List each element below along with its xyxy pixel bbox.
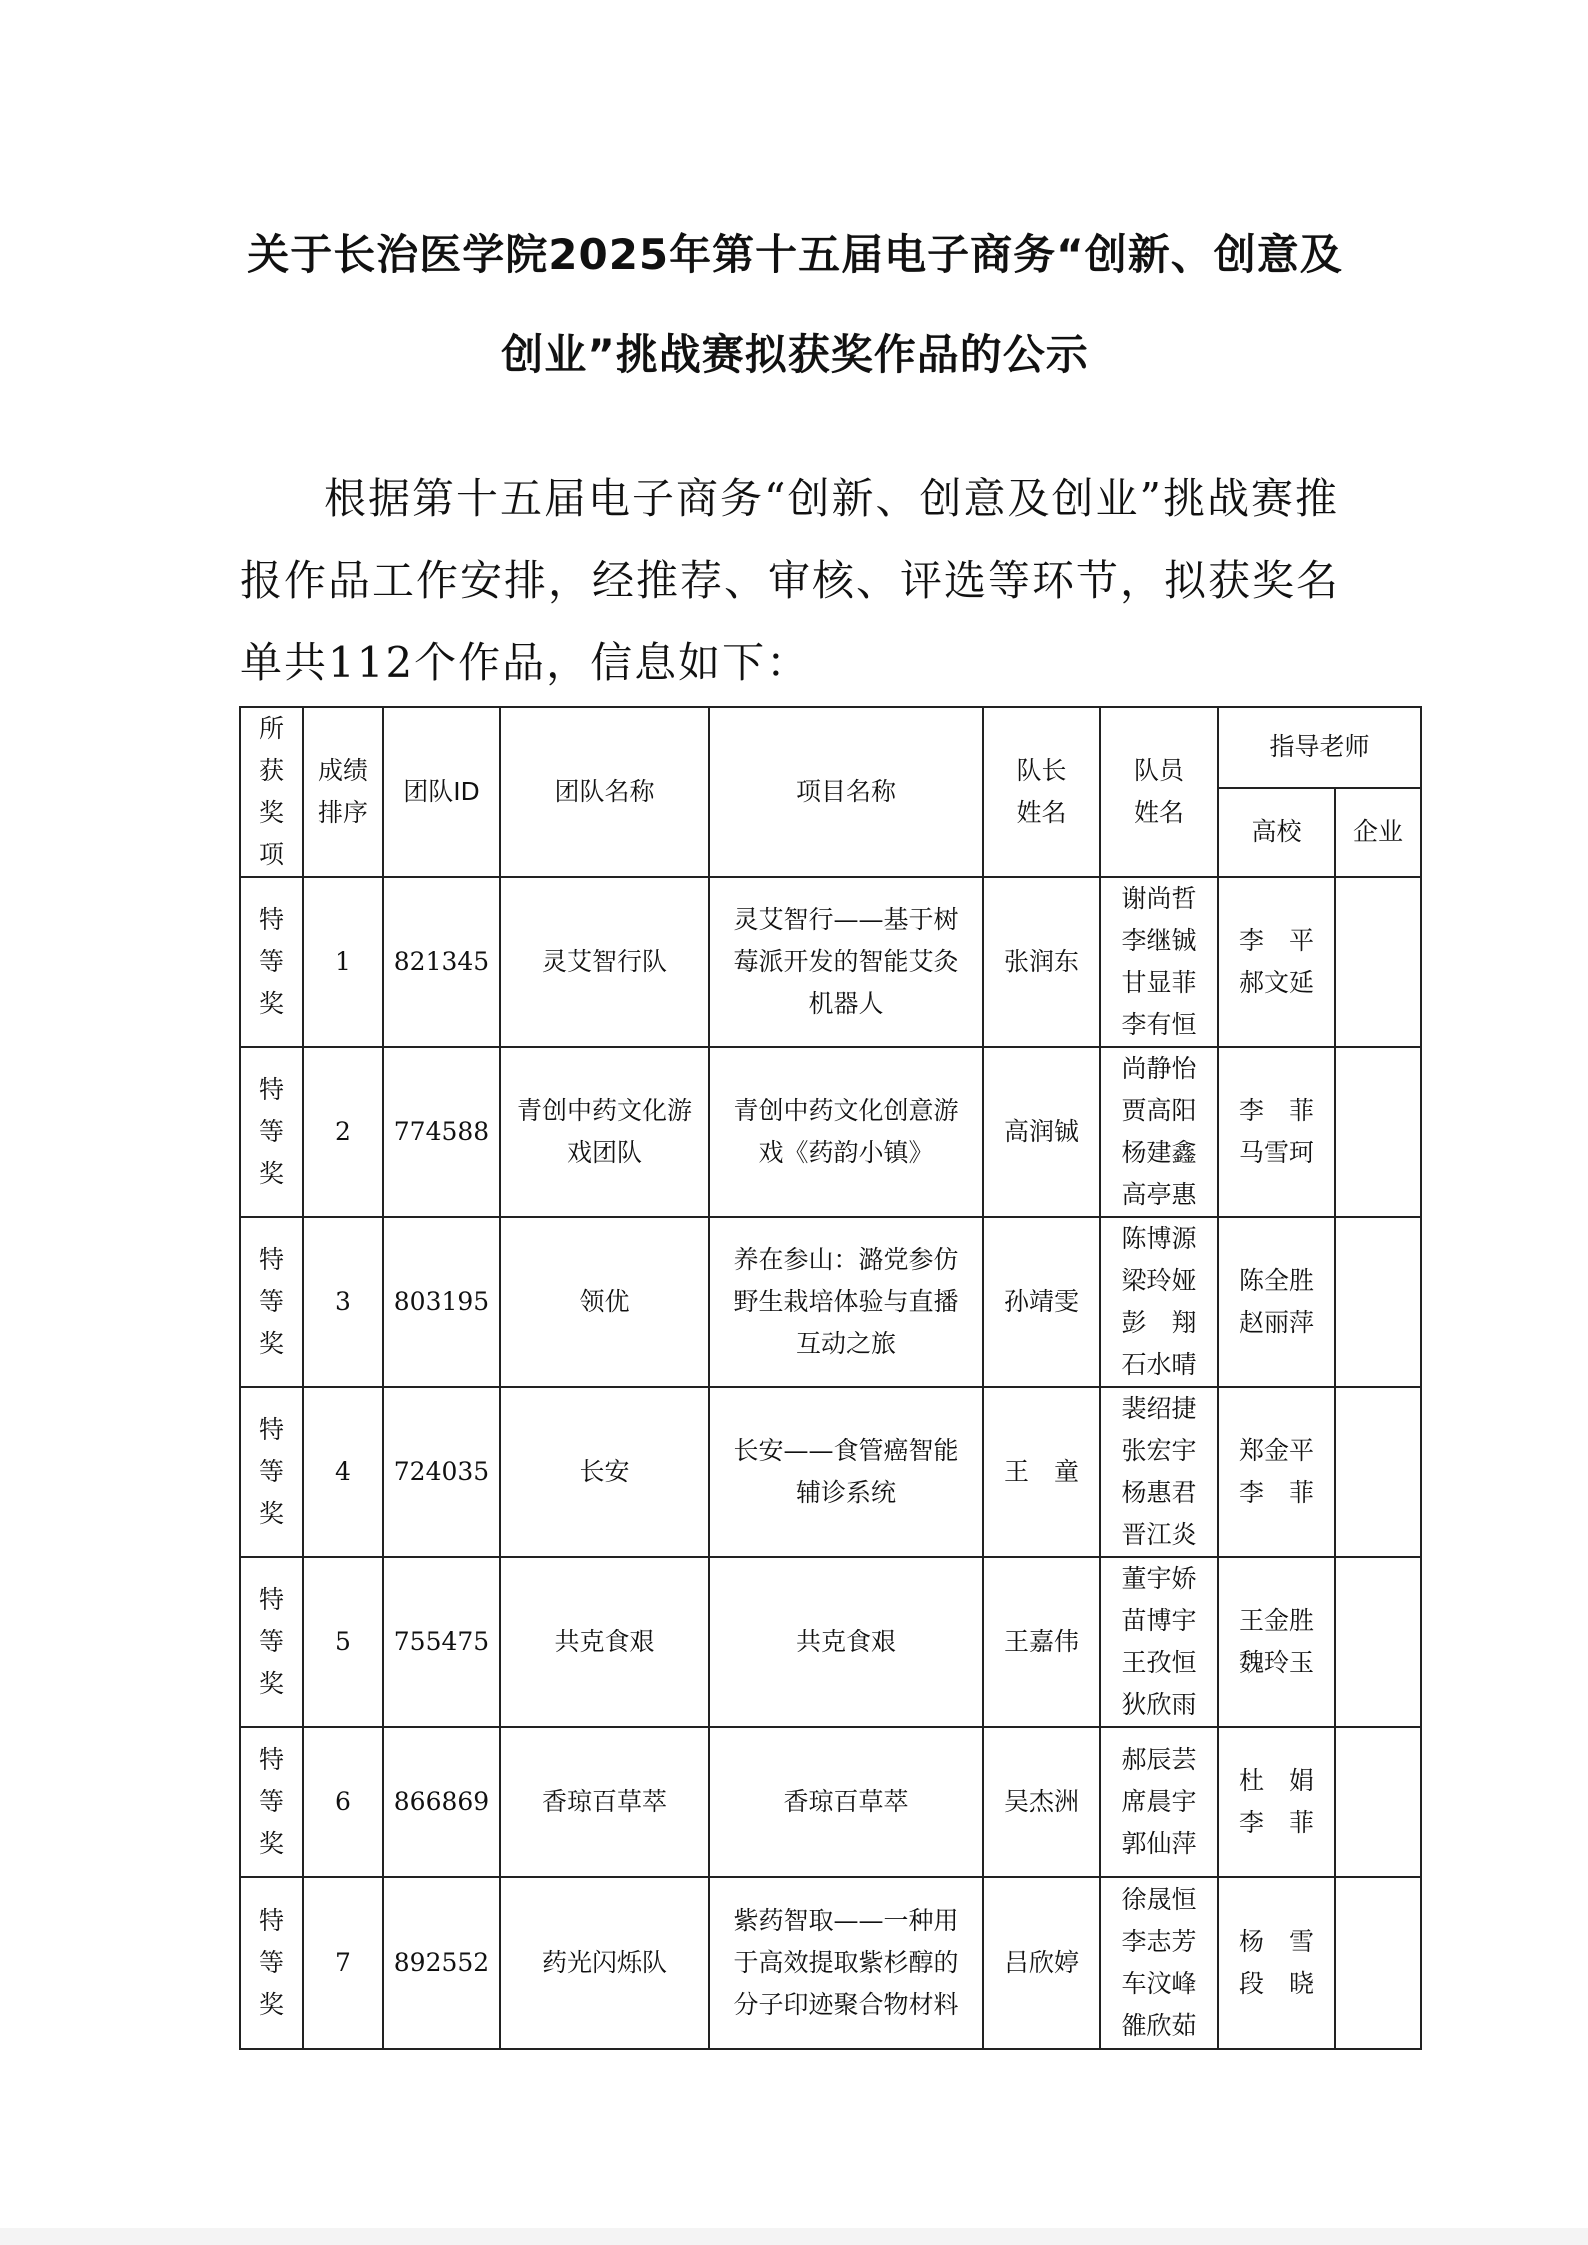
company-advisor-cell xyxy=(1335,1557,1421,1727)
rank-cell-text: 1 xyxy=(335,947,351,976)
header-captain-label: 队长姓名 xyxy=(1016,756,1067,827)
rank-cell xyxy=(303,877,383,1047)
member-name: 郭仙萍 xyxy=(1121,1829,1197,1858)
team-id-cell-text: 755475 xyxy=(393,1627,490,1656)
award-table xyxy=(239,706,1422,2050)
document-title xyxy=(220,205,1370,405)
advisor-name: 李 菲 xyxy=(1238,1096,1314,1125)
award-cell-text: 特等奖 xyxy=(258,905,284,1018)
table-row xyxy=(240,1727,1421,1877)
members-cell xyxy=(1100,1727,1218,1877)
captain-cell xyxy=(983,1557,1100,1727)
captain-cell xyxy=(983,1217,1100,1387)
advisor-name: 李 菲 xyxy=(1238,1808,1314,1837)
member-name: 李有恒 xyxy=(1121,1010,1197,1039)
award-cell-text: 特等奖 xyxy=(258,1585,284,1698)
award-cell xyxy=(240,1217,303,1387)
project-cell xyxy=(709,1047,983,1217)
team-name-cell-text: 长安 xyxy=(579,1457,630,1486)
rank-cell-text: 3 xyxy=(335,1287,351,1316)
members-cell xyxy=(1100,1387,1218,1557)
team-id-cell xyxy=(383,1557,500,1727)
school-advisor-cell xyxy=(1218,1047,1335,1217)
team-id-cell xyxy=(383,1387,500,1557)
member-name: 李志芳 xyxy=(1121,1927,1197,1956)
school-advisor-cell xyxy=(1218,1727,1335,1877)
project-cell xyxy=(709,1877,983,2049)
award-cell-text: 特等奖 xyxy=(258,1745,284,1858)
captain-cell-text: 王 童 xyxy=(1003,1457,1079,1486)
project-cell xyxy=(709,1217,983,1387)
member-name: 尚静怡 xyxy=(1121,1054,1197,1083)
advisor-name: 杨 雪 xyxy=(1238,1927,1314,1956)
advisor-name: 李 平 xyxy=(1238,926,1314,955)
rank-cell xyxy=(303,1047,383,1217)
award-cell xyxy=(240,877,303,1047)
header-rank xyxy=(303,707,383,877)
award-cell xyxy=(240,1727,303,1877)
project-cell-text: 共克食艰 xyxy=(795,1627,896,1656)
table-row xyxy=(240,1557,1421,1727)
member-name: 彭 翔 xyxy=(1121,1308,1197,1337)
team-id-cell xyxy=(383,1047,500,1217)
advisor-name: 马雪珂 xyxy=(1238,1138,1314,1167)
team-name-cell xyxy=(500,1387,709,1557)
captain-cell-text: 吕欣婷 xyxy=(1003,1948,1079,1977)
member-name: 郝辰芸 xyxy=(1121,1745,1197,1774)
captain-cell xyxy=(983,1047,1100,1217)
rank-cell xyxy=(303,1217,383,1387)
member-name: 雒欣茹 xyxy=(1121,2011,1197,2040)
member-name: 车汶峰 xyxy=(1121,1969,1197,1998)
team-id-cell-text: 892552 xyxy=(393,1948,490,1977)
project-cell-text: 紫药智取——一种用于高效提取紫杉醇的分子印迹聚合物材料 xyxy=(733,1906,959,2019)
project-cell-text: 长安——食管癌智能辅诊系统 xyxy=(733,1436,959,1507)
table-row xyxy=(240,877,1421,1047)
rank-cell-text: 4 xyxy=(335,1457,351,1486)
title-line-2: 创业”挑战赛拟获奖作品的公示 xyxy=(501,330,1089,379)
team-name-cell xyxy=(500,1877,709,2049)
award-cell-text: 特等奖 xyxy=(258,1415,284,1528)
member-name: 杨建鑫 xyxy=(1121,1138,1197,1167)
team-id-cell-text: 803195 xyxy=(393,1287,490,1316)
header-team-name: 团队名称 xyxy=(500,707,709,877)
advisor-name: 王金胜 xyxy=(1238,1606,1314,1635)
captain-cell xyxy=(983,1727,1100,1877)
captain-cell-text: 王嘉伟 xyxy=(1003,1627,1079,1656)
award-cell xyxy=(240,1047,303,1217)
rank-cell xyxy=(303,1557,383,1727)
member-name: 裴绍捷 xyxy=(1121,1394,1197,1423)
team-id-cell xyxy=(383,1727,500,1877)
header-members xyxy=(1100,707,1218,877)
rank-cell-text: 6 xyxy=(335,1787,351,1816)
members-cell xyxy=(1100,1877,1218,2049)
members-cell xyxy=(1100,1047,1218,1217)
header-captain xyxy=(983,707,1100,877)
team-id-cell xyxy=(383,1217,500,1387)
advisor-name: 赵丽萍 xyxy=(1238,1308,1314,1337)
header-project-name: 项目名称 xyxy=(709,707,983,877)
page-bottom-band xyxy=(0,2228,1588,2245)
project-cell-text: 香琼百草萃 xyxy=(783,1787,909,1816)
member-name: 甘显菲 xyxy=(1121,968,1197,997)
team-name-cell xyxy=(500,1557,709,1727)
table-row xyxy=(240,1047,1421,1217)
member-name: 徐晟恒 xyxy=(1121,1885,1197,1914)
captain-cell xyxy=(983,1387,1100,1557)
company-advisor-cell xyxy=(1335,1047,1421,1217)
captain-cell-text: 孙靖雯 xyxy=(1003,1287,1079,1316)
company-advisor-cell xyxy=(1335,1727,1421,1877)
team-name-cell-text: 香琼百草萃 xyxy=(541,1787,667,1816)
project-cell xyxy=(709,1387,983,1557)
team-name-cell xyxy=(500,1217,709,1387)
project-cell-text: 青创中药文化创意游戏《药韵小镇》 xyxy=(733,1096,959,1167)
header-award xyxy=(240,707,303,877)
advisor-name: 郑金平 xyxy=(1238,1436,1314,1465)
advisor-name: 段 晓 xyxy=(1238,1969,1314,1998)
rank-cell xyxy=(303,1877,383,2049)
team-name-cell xyxy=(500,1047,709,1217)
team-name-cell-text: 灵艾智行队 xyxy=(541,947,667,976)
member-name: 张宏宇 xyxy=(1121,1436,1197,1465)
award-cell xyxy=(240,1877,303,2049)
advisor-name: 杜 娟 xyxy=(1238,1766,1314,1795)
team-id-cell xyxy=(383,877,500,1047)
title-line-1: 关于长治医学院2025年第十五届电子商务“创新、创意及 xyxy=(247,230,1343,279)
award-cell-text: 特等奖 xyxy=(258,1075,284,1188)
company-advisor-cell xyxy=(1335,1217,1421,1387)
project-cell xyxy=(709,1557,983,1727)
school-advisor-cell xyxy=(1218,1877,1335,2049)
member-name: 陈博源 xyxy=(1121,1224,1197,1253)
member-name: 狄欣雨 xyxy=(1121,1690,1197,1719)
intro-paragraph xyxy=(240,458,1350,704)
member-name: 王孜恒 xyxy=(1121,1648,1197,1677)
header-advisor-school: 高校 xyxy=(1218,788,1335,877)
rank-cell-text: 7 xyxy=(335,1948,351,1977)
team-name-cell xyxy=(500,1727,709,1877)
header-advisors: 指导老师 xyxy=(1218,707,1421,788)
member-name: 谢尚哲 xyxy=(1121,884,1197,913)
project-cell-text: 灵艾智行——基于树莓派开发的智能艾灸机器人 xyxy=(733,905,959,1018)
rank-cell-text: 2 xyxy=(335,1117,351,1146)
member-name: 石水晴 xyxy=(1121,1350,1197,1379)
member-name: 梁玲娅 xyxy=(1121,1266,1197,1295)
member-name: 贾高阳 xyxy=(1121,1096,1197,1125)
project-cell xyxy=(709,877,983,1047)
company-advisor-cell xyxy=(1335,1877,1421,2049)
members-cell xyxy=(1100,1557,1218,1727)
award-table-body xyxy=(240,877,1421,2049)
member-name: 苗博宇 xyxy=(1121,1606,1197,1635)
header-members-label: 队员姓名 xyxy=(1133,756,1184,827)
captain-cell-text: 张润东 xyxy=(1003,947,1079,976)
team-name-cell-text: 青创中药文化游戏团队 xyxy=(516,1096,692,1167)
team-name-cell-text: 共克食艰 xyxy=(554,1627,655,1656)
member-name: 杨惠君 xyxy=(1121,1478,1197,1507)
member-name: 董宇娇 xyxy=(1121,1564,1197,1593)
team-id-cell-text: 866869 xyxy=(393,1787,490,1816)
team-id-cell-text: 821345 xyxy=(393,947,490,976)
team-name-cell-text: 药光闪烁队 xyxy=(541,1948,667,1977)
project-cell-text: 养在参山：潞党参仿野生栽培体验与直播互动之旅 xyxy=(733,1245,959,1358)
rank-cell xyxy=(303,1387,383,1557)
team-id-cell xyxy=(383,1877,500,2049)
member-name: 席晨宇 xyxy=(1121,1787,1197,1816)
captain-cell xyxy=(983,1877,1100,2049)
table-row xyxy=(240,1387,1421,1557)
project-cell xyxy=(709,1727,983,1877)
header-team-id: 团队ID xyxy=(383,707,500,877)
members-cell xyxy=(1100,877,1218,1047)
school-advisor-cell xyxy=(1218,1387,1335,1557)
company-advisor-cell xyxy=(1335,1387,1421,1557)
captain-cell xyxy=(983,877,1100,1047)
team-name-cell-text: 领优 xyxy=(579,1287,630,1316)
advisor-name: 陈全胜 xyxy=(1238,1266,1314,1295)
table-row xyxy=(240,1217,1421,1387)
rank-cell-text: 5 xyxy=(335,1627,351,1656)
member-name: 晋江炎 xyxy=(1121,1520,1197,1549)
captain-cell-text: 高润铖 xyxy=(1003,1117,1079,1146)
school-advisor-cell xyxy=(1218,1557,1335,1727)
member-name: 李继铖 xyxy=(1121,926,1197,955)
advisor-name: 郝文延 xyxy=(1238,968,1314,997)
advisor-name: 李 菲 xyxy=(1238,1478,1314,1507)
award-cell-text: 特等奖 xyxy=(258,1245,284,1358)
header-advisor-company: 企业 xyxy=(1335,788,1421,877)
header-award-label: 所获奖项 xyxy=(258,714,284,869)
team-name-cell xyxy=(500,877,709,1047)
team-id-cell-text: 774588 xyxy=(393,1117,490,1146)
table-row xyxy=(240,1877,1421,2049)
school-advisor-cell xyxy=(1218,877,1335,1047)
advisor-name: 魏玲玉 xyxy=(1238,1648,1314,1677)
members-cell xyxy=(1100,1217,1218,1387)
team-id-cell-text: 724035 xyxy=(393,1457,490,1486)
rank-cell xyxy=(303,1727,383,1877)
award-cell xyxy=(240,1387,303,1557)
award-cell xyxy=(240,1557,303,1727)
captain-cell-text: 吴杰洲 xyxy=(1003,1787,1079,1816)
member-name: 高亭惠 xyxy=(1121,1180,1197,1209)
company-advisor-cell xyxy=(1335,877,1421,1047)
school-advisor-cell xyxy=(1218,1217,1335,1387)
award-cell-text: 特等奖 xyxy=(258,1906,284,2019)
intro-text: 根据第十五届电子商务“创新、创意及创业”挑战赛推报作品工作安排，经推荐、审核、评选等环节，拟获奖名单共112个作品，信息如下： xyxy=(240,474,1341,687)
header-rank-label: 成绩排序 xyxy=(317,756,368,827)
